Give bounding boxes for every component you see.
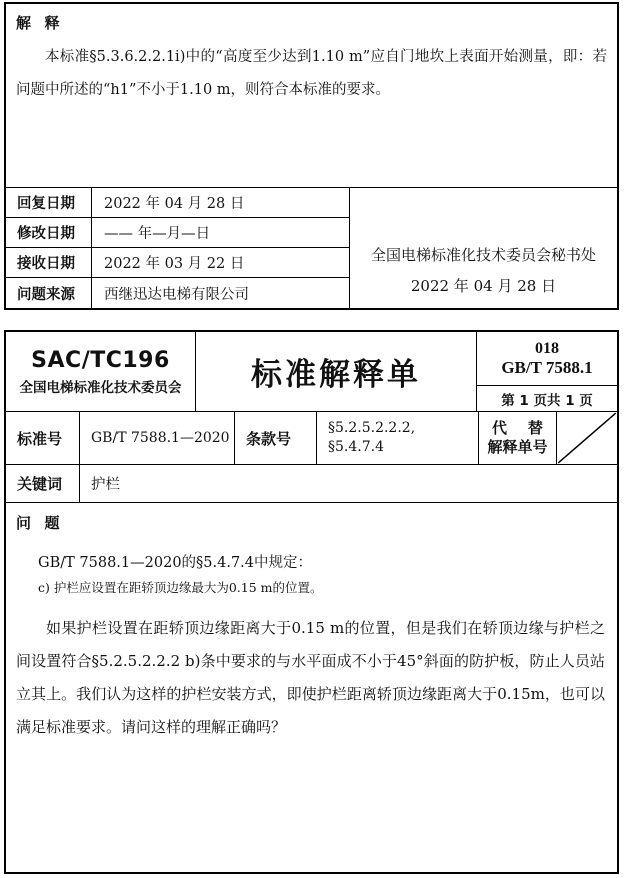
page-indicator: 第 1 页共 1 页: [501, 392, 593, 409]
question-source-value: 西继迅达电梯有限公司: [92, 278, 350, 308]
sheet-standard-code: GB/T 7588.1: [501, 357, 593, 377]
interpretation-body: 本标准§5.3.6.2.2.1i)中的“高度至少达到1.10 m”应自门地坎上表面开始测量，即：若问题中所述的“h1”不小于1.10 m，则符合本标准的要求。: [16, 49, 607, 98]
sheet-number-block: [477, 332, 617, 386]
modify-date-label: 修改日期: [6, 218, 92, 248]
question-section: [6, 503, 617, 872]
diagonal-slash-icon: [557, 412, 617, 464]
sheet-fields-row: [6, 412, 617, 465]
replaces-sheet-value-empty: [557, 412, 617, 464]
receive-date-value: 2022 年 03 月 22 日: [92, 248, 350, 278]
question-intro: GB/T 7588.1—2020的§5.4.7.4中规定：: [38, 555, 313, 571]
sheet-number: 018: [535, 339, 559, 357]
committee-name: 全国电梯标准化技术委员会: [19, 379, 182, 396]
reply-form-table: [4, 2, 619, 310]
clause-number-label: 条款号: [235, 412, 317, 464]
secretariat-date: 2022 年 04 月 28 日: [410, 277, 557, 295]
reply-date-label: 回复日期: [6, 188, 92, 218]
committee-code: SAC/TC196: [31, 347, 170, 373]
interpretation-sheet-table: [4, 330, 619, 874]
replaces-label-line-1: 代 替: [492, 419, 543, 437]
reply-date-value: 2022 年 04 月 28 日: [92, 188, 350, 218]
modify-date-value: —— 年—月—日: [92, 218, 350, 248]
sheet-number-cell: [477, 332, 617, 411]
replaces-sheet-label: [479, 412, 557, 464]
interpretation-section: [6, 4, 617, 188]
keyword-row: [6, 465, 617, 503]
standard-number-label: 标准号: [6, 412, 80, 464]
question-heading: 问 题: [16, 514, 61, 532]
secretariat-signoff: [350, 188, 617, 308]
secretariat-name: 全国电梯标准化技术委员会秘书处: [370, 246, 596, 264]
sheet-header: [6, 332, 617, 412]
clause-line-1: §5.2.5.2.2.2,: [328, 420, 416, 436]
question-body: 如果护栏设置在距轿顶边缘距离大于0.15 m的位置，但是我们在轿顶边缘与护栏之间设置符合§5.2.5.2.2.2 b)条中要求的与水平面成不小于45°斜面的防护板，防止人员站立其上。我们认为这样的护栏安装方式，即使护栏距离轿顶边缘距离大于0.15m，也可以满足标准要求。请问这样的理解正确吗？: [16, 619, 605, 736]
keyword-value: 护栏: [91, 477, 120, 493]
replaces-label-line-2: 解释单号: [487, 438, 548, 456]
sheet-title: 标准解释单: [196, 332, 477, 411]
committee-cell: [6, 332, 196, 411]
question-quoted-clause: c) 护栏应设置在距轿顶边缘最大为0.15 m的位置。: [38, 580, 323, 595]
clause-number-value: [317, 412, 479, 464]
standard-number-value: GB/T 7588.1—2020: [80, 412, 235, 464]
clause-line-2: §5.4.7.4: [328, 439, 384, 455]
keyword-label: 关键词: [6, 465, 80, 502]
interpretation-heading: 解 释: [16, 14, 61, 32]
question-source-label: 问题来源: [6, 278, 92, 308]
receive-date-label: 接收日期: [6, 248, 92, 278]
